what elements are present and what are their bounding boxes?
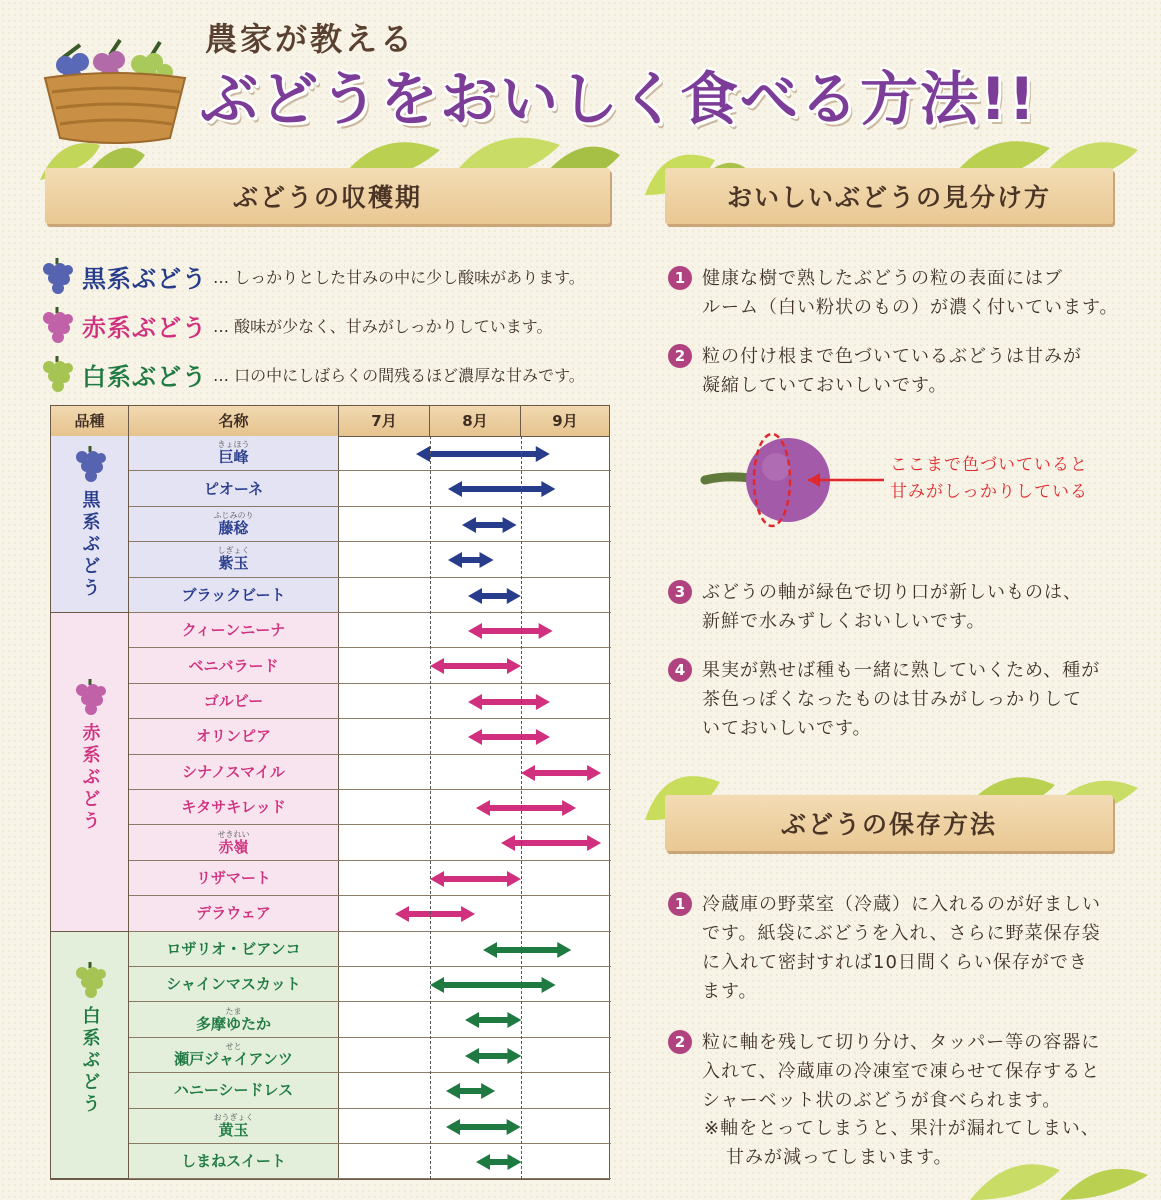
harvest-period-arrow [414,444,552,464]
group-cell [51,613,129,932]
variety-name: ロザリオ・ビアンコ [166,939,301,958]
harvest-period-arrow [393,904,477,924]
tip-number: 3 [668,580,692,604]
month-divider [521,436,522,1179]
variety-name: 巨峰 [218,448,249,467]
variety-name: 赤嶺 [218,837,249,856]
table-header [51,406,609,437]
variety-name-cell [129,613,339,647]
variety-name-cell [129,578,339,612]
tip-line: 凝縮していておいしいです。 [702,375,948,396]
variety-name-cell [129,1038,339,1072]
variety-name-cell [129,790,339,824]
harvest-heading: ぶどうの収穫期 [45,168,610,224]
selection-tip-2 [668,342,1128,400]
harvest-period-arrow [444,1117,523,1137]
header-august: 8月 [430,406,521,436]
variety-name: 瀬戸ジャイアンツ [174,1049,293,1068]
type-red [40,302,553,348]
tip-line: ぶどうの軸が緑色で切り口が新しいものは、 [702,582,1082,603]
table-row [129,648,611,683]
variety-name: 黄玉 [218,1120,249,1139]
table-row [129,825,611,860]
variety-name-cell [129,1073,339,1107]
header-july: 7月 [339,406,430,436]
subtitle: 農家が教える [205,20,416,58]
harvest-period-arrow [428,656,523,676]
harvest-period-arrow [499,833,603,853]
variety-name-cell [129,1002,339,1036]
tip-line: シャーベット状のぶどうが食べられます。 [702,1090,1062,1111]
table-row [129,507,611,542]
harvest-period-arrow [466,692,552,712]
variety-name: 藤稔 [218,518,249,537]
variety-name-cell [129,967,339,1001]
harvest-table [50,405,610,1180]
type-white-name: 白系ぶどう [82,362,207,391]
type-red-name: 赤系ぶどう [82,313,207,342]
table-row [129,932,611,967]
variety-ruby: ふじみのり [213,510,254,520]
selection-tip-1 [668,264,1128,322]
harvest-period-arrow [446,479,557,499]
tip-line: 健康な樹で熟したぶどうの粒の表面にはブ [702,268,1063,289]
selection-heading: おいしいぶどうの見分け方 [665,168,1113,224]
grape-berry-icon [700,425,890,535]
variety-name: 多摩ゆたか [195,1014,271,1033]
tip-line: 入れて、冷蔵庫の冷凍室で凍らせて保存すると [702,1061,1101,1082]
tip-line: 粒の付け根まで色づいているぶどうは甘みが [702,346,1082,367]
variety-name: シャインマスカット [166,975,301,994]
harvest-period-arrow [474,1152,524,1172]
variety-name-cell [129,684,339,718]
variety-name: ハニーシードレス [173,1081,294,1100]
grape-icon [40,354,74,394]
callout-line: ここまで色づいていると [890,455,1088,475]
tip-line: 冷蔵庫の野菜室（冷蔵）に入れるのが好ましい [702,894,1101,915]
selection-tip-3 [668,578,1128,636]
storage-heading: ぶどうの保存方法 [665,795,1113,851]
variety-name-cell [129,755,339,789]
variety-ruby: おうぎょく [213,1112,254,1122]
note-line: ※軸をとってしまうと、果汁が漏れてしまい、 [704,1118,1100,1139]
harvest-period-arrow [444,1081,497,1101]
note-line: 甘みが減ってしまいます。 [726,1147,953,1168]
harvest-period-arrow [481,940,573,960]
harvest-period-arrow [460,515,519,535]
variety-name-cell [129,861,339,895]
tip-number: 4 [668,658,692,682]
variety-name: ピオーネ [203,479,264,498]
table-row [129,436,611,471]
harvest-period-arrow [466,727,552,747]
harvest-period-arrow [519,763,603,783]
variety-name: シナノスマイル [182,762,285,781]
month-divider [430,436,431,1179]
variety-name: リザマート [196,868,271,887]
tip-line: 茶色っぽくなったものは甘みがしっかりして [702,689,1082,710]
table-row [129,1002,611,1037]
variety-name: しまねスイート [181,1152,286,1171]
variety-name-cell [129,436,339,470]
variety-name-cell [129,1109,339,1143]
harvest-period-arrow [428,869,523,889]
selection-tip-4 [668,656,1128,743]
variety-ruby: きょほう [217,440,250,450]
table-row [129,719,611,754]
tip-line: に入れて密封すれば10日間くらい保存ができ [702,952,1088,973]
variety-ruby: しぎょく [217,546,250,556]
table-row [129,1073,611,1108]
variety-name: クィーンニーナ [181,621,286,640]
variety-name-cell [129,896,339,930]
table-row [129,684,611,719]
harvest-period-arrow [463,1010,523,1030]
variety-name-cell [129,719,339,753]
variety-ruby: せと [225,1041,242,1051]
type-black-desc: … しっかりとした甘みの中に少し酸味があります。 [213,267,585,287]
type-white-desc: … 口の中にしばらくの間残るほど濃厚な甘みです。 [213,365,585,385]
header-name: 名称 [129,406,339,436]
variety-name-cell [129,825,339,859]
variety-name: デラウェア [196,904,271,923]
variety-name-cell [129,507,339,541]
tip-line: 果実が熟せば種も一緒に熟していくため、種が [702,660,1101,681]
group-cell [51,932,129,1180]
table-row [129,790,611,825]
tip-line: です。紙袋にぶどうを入れ、さらに野菜保存袋 [702,923,1101,944]
group-label: 赤系ぶどう [79,723,101,834]
page-title: ぶどうをおいしく食べる方法!! [200,65,1037,133]
variety-name: ゴルビー [203,691,264,710]
variety-name: キタサキレッド [181,798,286,817]
harvest-period-arrow [474,798,578,818]
tip-number: 1 [668,892,692,916]
table-row [129,967,611,1002]
table-row [129,542,611,577]
group-cell [51,436,129,613]
header-variety: 品種 [51,406,129,436]
table-row [129,1038,611,1073]
type-black [40,253,585,299]
variety-name-cell [129,932,339,966]
group-label: 黒系ぶどう [79,490,101,600]
tip-line: いておいしいです。 [702,718,872,739]
variety-name: 紫玉 [218,554,249,573]
storage-tip-1 [668,890,1128,1006]
storage-tip-2 [668,1028,1128,1115]
tip-number: 2 [668,1030,692,1054]
variety-name-cell [129,542,339,576]
variety-name-cell [129,471,339,505]
variety-name: ブラックビート [181,585,286,604]
table-row [129,896,611,931]
harvest-period-arrow [428,975,558,995]
harvest-period-arrow [463,1046,523,1066]
callout-line: 甘みがしっかりしている [890,482,1088,502]
grape-icon [73,677,107,717]
table-row [129,1144,611,1179]
grape-icon [40,305,74,345]
variety-ruby: せきれい [217,829,250,839]
harvest-period-arrow [446,550,496,570]
table-row [129,1109,611,1144]
variety-name: オリンピア [195,727,271,746]
tip-line: 新鮮で水みずしくおいしいです。 [702,611,986,632]
table-row [129,578,611,613]
variety-name: ベニバラード [188,656,279,675]
table-row [129,471,611,506]
tip-line: ルーム（白い粉状のもの）が濃く付いています。 [702,297,1119,318]
grape-icon [73,960,107,1000]
grape-icon [73,444,107,484]
tip-line: ます。 [702,981,758,1002]
type-red-desc: … 酸味が少なく、甘みがしっかりしています。 [213,316,553,336]
variety-name-cell [129,1144,339,1178]
variety-ruby: たま [225,1006,242,1016]
tip-number: 1 [668,266,692,290]
table-row [129,613,611,648]
harvest-period-arrow [466,586,523,606]
tip-number: 2 [668,344,692,368]
callout-text [890,452,1088,506]
table-row [129,755,611,790]
type-black-name: 黒系ぶどう [82,264,207,293]
table-row [129,861,611,896]
group-label: 白系ぶどう [79,1006,101,1117]
leaf-icon [960,1150,1150,1200]
variety-name-cell [129,648,339,682]
header-september: 9月 [552,412,578,430]
type-white [40,351,585,397]
tip-line: 粒に軸を残して切り分け、タッパー等の容器に [702,1032,1101,1053]
harvest-period-arrow [466,621,555,641]
grape-icon [40,256,74,296]
